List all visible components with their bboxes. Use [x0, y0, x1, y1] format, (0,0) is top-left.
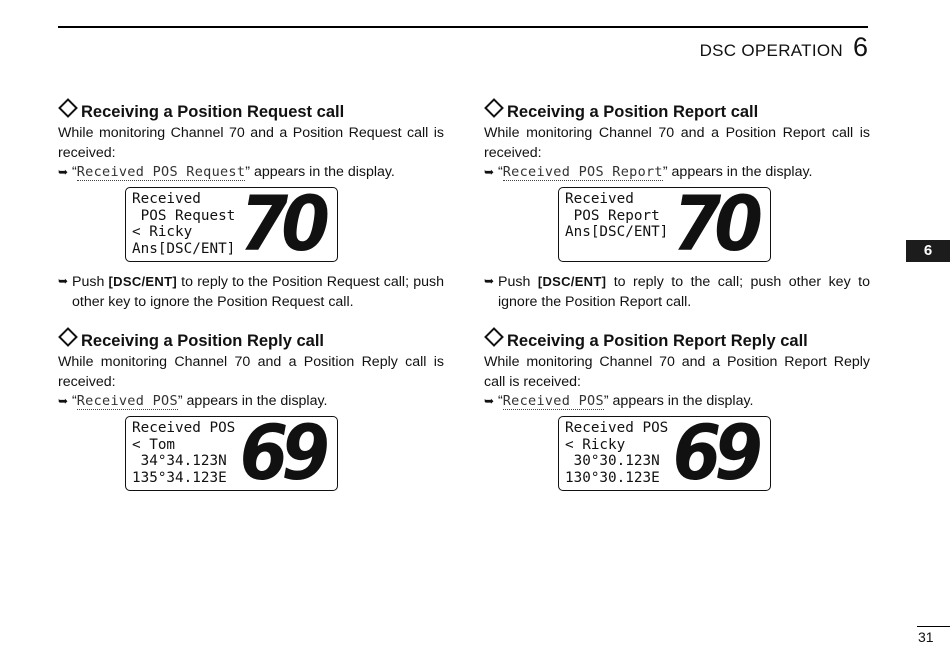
lcd-display: [125, 408, 338, 498]
lcd-channel-number: 70: [239, 179, 323, 269]
header-rule: [58, 26, 868, 28]
diamond-icon: [484, 327, 504, 347]
lcd-line: Received: [565, 191, 634, 207]
lcd-channel-number: 69: [239, 408, 323, 498]
lcd-text: Received POS Report: [502, 164, 663, 180]
lcd-line: Ans[DSC/ENT]: [132, 240, 236, 257]
lcd-line: < Ricky: [565, 436, 626, 453]
section-intro: While monitoring Channel 70 and a Position Report call is received:: [484, 125, 870, 161]
appears-bullet: ➥ “Received POS” appears in the display.: [484, 392, 870, 412]
section-title: Receiving a Position Reply call: [58, 330, 444, 352]
section-position-reply: [58, 330, 444, 412]
lcd-channel-number: 69: [672, 408, 756, 498]
section-intro: While monitoring Channel 70 and a Position Report Reply call is received:: [484, 354, 870, 390]
arrow-bullet-icon: ➥: [58, 165, 69, 179]
lcd-line: POS Report: [565, 207, 660, 224]
lcd-display: [558, 179, 771, 269]
lcd-line: 30°30.123N: [565, 453, 660, 469]
section-position-report-push: [484, 272, 870, 312]
lcd-text: Received POS: [502, 393, 604, 409]
arrow-bullet-icon: ➥: [484, 394, 495, 408]
lcd-line: Received: [132, 191, 201, 207]
page-number: 31: [918, 629, 934, 645]
push-bullet: ➥ Push [DSC/ENT] to reply to the call; push other key to ignore the Position Report call.: [484, 274, 870, 310]
section-title: Receiving a Position Report Reply call: [484, 330, 870, 352]
lcd-channel-number: 70: [672, 179, 756, 269]
chapter-number: 6: [852, 32, 868, 62]
dsc-ent-key: [DSC/ENT]: [537, 274, 607, 289]
lcd-text: Received POS: [76, 393, 178, 409]
arrow-bullet-icon: ➥: [58, 394, 69, 408]
appears-bullet: ➥ “Received POS Report” appears in the display.: [484, 163, 870, 183]
lcd-line: POS Request: [132, 207, 236, 224]
section-intro: While monitoring Channel 70 and a Position Reply call is received:: [58, 354, 444, 390]
appears-bullet: ➥ “Received POS” appears in the display.: [58, 392, 444, 412]
diamond-icon: [58, 98, 78, 118]
footer-rule: [917, 626, 950, 627]
lcd-line: 34°34.123N: [132, 453, 227, 469]
arrow-bullet-icon: ➥: [484, 274, 495, 288]
section-position-report: [484, 101, 870, 183]
arrow-bullet-icon: ➥: [484, 165, 495, 179]
lcd-line: Received POS: [565, 420, 669, 436]
lcd-line: 130°30.123E: [565, 469, 660, 486]
push-bullet: ➥ Push [DSC/ENT] to reply to the Position Request call; push other key to ignore the Position Request call.: [58, 274, 444, 310]
lcd-line: Received POS: [132, 420, 236, 436]
chapter-tab: 6: [906, 240, 950, 262]
section-title: Receiving a Position Report call: [484, 101, 870, 123]
lcd-line: < Tom: [132, 436, 176, 453]
chapter-title: DSC OPERATION: [699, 41, 843, 60]
section-position-request-push: [58, 272, 444, 312]
diamond-icon: [484, 98, 504, 118]
appears-bullet: ➥ “Received POS Request” appears in the display.: [58, 163, 444, 183]
lcd-line: 135°34.123E: [132, 469, 227, 486]
section-intro: While monitoring Channel 70 and a Position Request call is received:: [58, 125, 444, 161]
arrow-bullet-icon: ➥: [58, 274, 69, 288]
dsc-ent-key: [DSC/ENT]: [108, 274, 177, 289]
lcd-display: [558, 408, 771, 498]
lcd-text: Received POS Request: [76, 164, 246, 180]
lcd-line: Ans[DSC/ENT]: [565, 224, 669, 240]
lcd-line: < Ricky: [132, 224, 193, 240]
section-position-request: [58, 101, 444, 183]
diamond-icon: [58, 327, 78, 347]
section-title: Receiving a Position Request call: [58, 101, 444, 123]
chapter-header: [700, 32, 868, 63]
lcd-display: [125, 179, 338, 269]
section-position-report-reply: [484, 330, 870, 412]
